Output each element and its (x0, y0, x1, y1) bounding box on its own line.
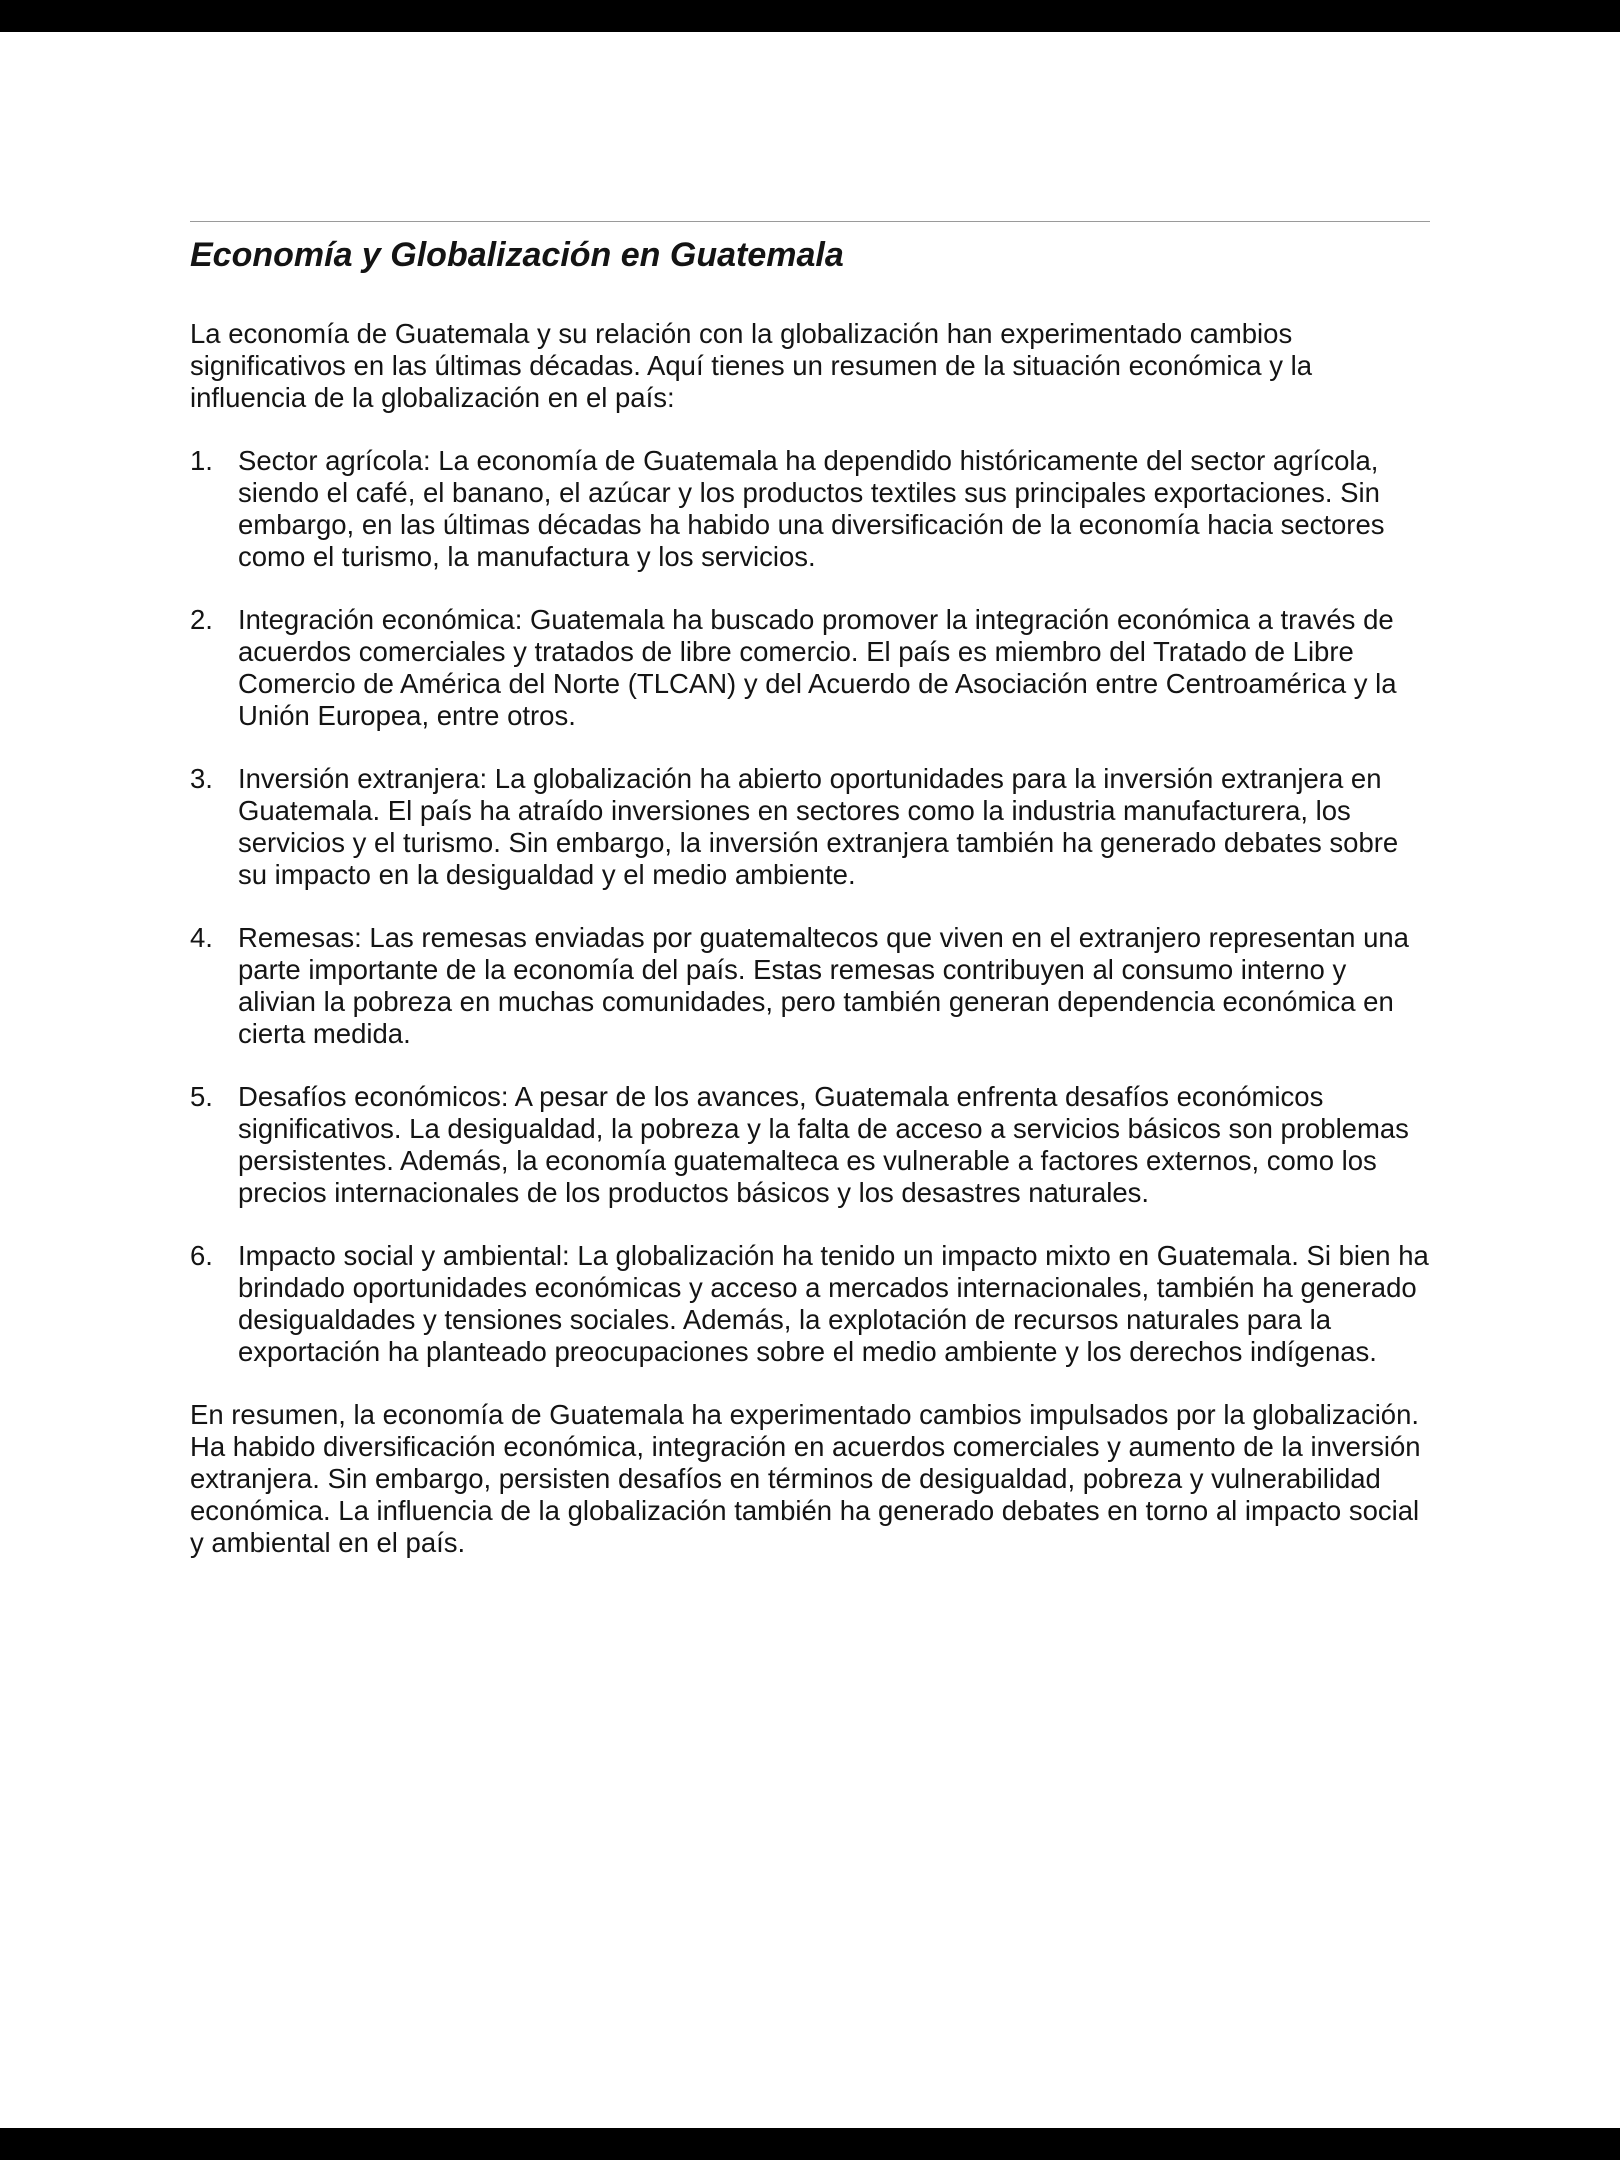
list-item (190, 763, 1430, 891)
list-item-number: 1. (190, 445, 213, 476)
list-item (190, 1240, 1430, 1368)
list-item-text: Remesas: Las remesas enviadas por guatemaltecos que viven en el extranjero representan una parte importante de la economía del país. Estas remesas contribuyen al consumo interno y alivian la pobreza en muchas comunidades, pero también generan dependencia económica en cierta medida. (238, 922, 1409, 1049)
title-divider (190, 221, 1430, 222)
numbered-list (190, 445, 1430, 1368)
list-item-number: 4. (190, 922, 213, 953)
list-item (190, 445, 1430, 573)
list-item-number: 6. (190, 1240, 213, 1271)
list-item (190, 604, 1430, 732)
list-item-number: 5. (190, 1081, 213, 1112)
list-item-text: Sector agrícola: La economía de Guatemala ha dependido históricamente del sector agrícola, siendo el café, el banano, el azúcar y los productos textiles sus principales exportaciones. Sin embargo, en las últimas décadas ha habido una diversificación de la economía hacia sectores como el turismo, la manufactura y los servicios. (238, 445, 1385, 572)
list-item-text: Impacto social y ambiental: La globalización ha tenido un impacto mixto en Guatemala. Si bien ha brindado oportunidades económicas y acceso a mercados internacionales, también ha generado desigualdades y tensiones sociales. Además, la explotación de recursos naturales para la exportación ha planteado preocupaciones sobre el medio ambiente y los derechos indígenas. (238, 1240, 1429, 1367)
summary-paragraph: En resumen, la economía de Guatemala ha experimentado cambios impulsados por la globalización. Ha habido diversificación económica, integración en acuerdos comerciales y aumento de la inversión extranjera. Sin embargo, persisten desafíos en términos de desigualdad, pobreza y vulnerabilidad económica. La influencia de la globalización también ha generado debates en torno al impacto social y ambiental en el país. (190, 1399, 1421, 1558)
document-content (190, 221, 1430, 1559)
bottom-letterbox-bar (0, 2128, 1620, 2160)
list-item-number: 3. (190, 763, 213, 794)
document-title: Economía y Globalización en Guatemala (190, 236, 844, 274)
list-item (190, 922, 1430, 1050)
intro-paragraph: La economía de Guatemala y su relación con la globalización han experimentado cambios significativos en las últimas décadas. Aquí tienes un resumen de la situación económica y la influencia de la globalización en el país: (190, 318, 1313, 413)
list-item-text: Desafíos económicos: A pesar de los avances, Guatemala enfrenta desafíos económicos significativos. La desigualdad, la pobreza y la falta de acceso a servicios básicos son problemas persistentes. Además, la economía guatemalteca es vulnerable a factores externos, como los precios internacionales de los productos básicos y los desastres naturales. (238, 1081, 1409, 1208)
list-item-number: 2. (190, 604, 213, 635)
top-letterbox-bar (0, 0, 1620, 32)
document-page (0, 32, 1620, 2128)
list-item (190, 1081, 1430, 1209)
list-item-text: Inversión extranjera: La globalización ha abierto oportunidades para la inversión extranjera en Guatemala. El país ha atraído inversiones en sectores como la industria manufacturera, los servicios y el turismo. Sin embargo, la inversión extranjera también ha generado debates sobre su impacto en la desigualdad y el medio ambiente. (238, 763, 1399, 890)
list-item-text: Integración económica: Guatemala ha buscado promover la integración económica a través de acuerdos comerciales y tratados de libre comercio. El país es miembro del Tratado de Libre Comercio de América del Norte (TLCAN) y del Acuerdo de Asociación entre Centroamérica y la Unión Europea, entre otros. (238, 604, 1397, 731)
